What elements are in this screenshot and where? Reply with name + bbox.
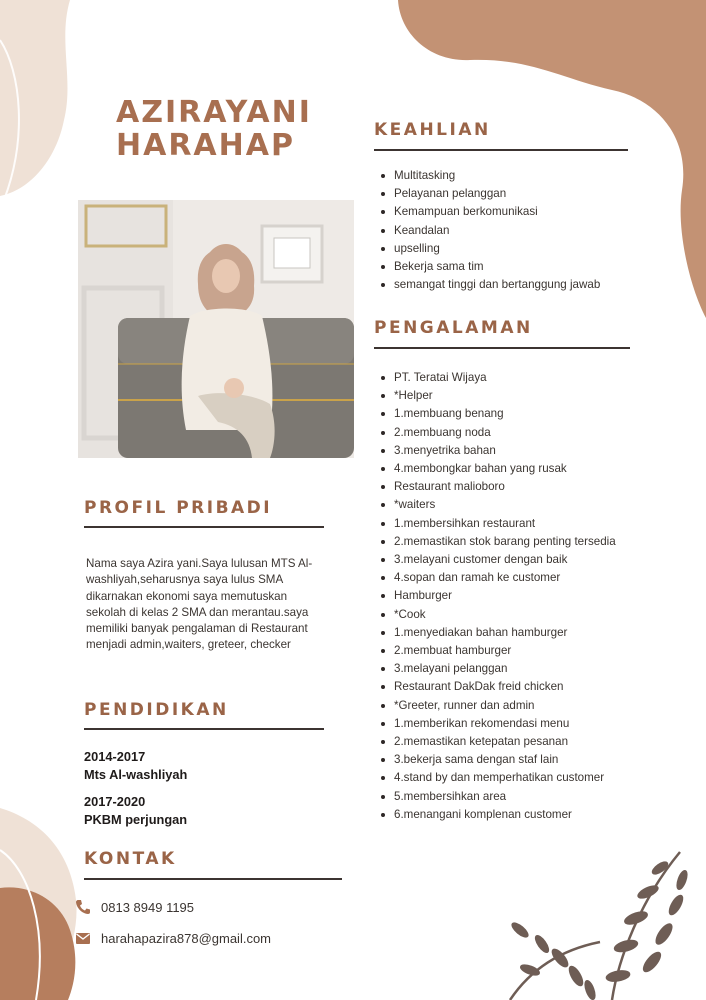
list-item: *Helper: [376, 387, 616, 405]
skills-heading: KEAHLIAN: [374, 120, 491, 140]
skills-list: [376, 167, 626, 294]
list-item: 3.melayani customer dengan baik: [376, 551, 616, 569]
list-item: 3.bekerja sama dengan staf lain: [376, 751, 616, 769]
top-left-blob: [0, 0, 70, 196]
list-item: 4.membongkar bahan yang rusak: [376, 460, 616, 478]
list-item: Kemampuan berkomunikasi: [376, 203, 626, 221]
phone-number: 0813 8949 1195: [101, 899, 195, 915]
experience-list: [376, 369, 616, 824]
list-item: 2.membuat hamburger: [376, 642, 616, 660]
list-item: 2.memastikan ketepatan pesanan: [376, 733, 616, 751]
contact-heading: KONTAK: [84, 849, 177, 869]
contact-phone: [74, 898, 194, 916]
list-item: Keandalan: [376, 222, 626, 240]
contact-divider: [84, 878, 342, 880]
list-item: 4.sopan dan ramah ke customer: [376, 569, 616, 587]
education-entry-2: [84, 793, 187, 829]
education-years: 2017-2020: [84, 794, 146, 809]
experience-heading: PENGALAMAN: [374, 318, 533, 338]
email-icon: [74, 929, 92, 947]
experience-divider: [374, 347, 630, 349]
name-line-1: AZIRAYANI: [116, 95, 312, 130]
education-divider: [84, 728, 324, 730]
list-item: upselling: [376, 240, 626, 258]
list-item: 1.membersihkan restaurant: [376, 515, 616, 533]
list-item: 1.memberikan rekomendasi menu: [376, 715, 616, 733]
list-item: 6.menangani komplenan customer: [376, 806, 616, 824]
list-item: Restaurant malioboro: [376, 478, 616, 496]
profile-text: Nama saya Azira yani.Saya lulusan MTS Al-washliyah,seharusnya saya lulus SMA dikarnakan ekonomi saya memutuskan sekolah di kelas 2 SMA dan merantau.saya memiliki banyak pengalaman di Restaurant menjadi admin,waiters, greteer, checker: [86, 557, 313, 652]
profile-heading: PROFIL PRIBADI: [84, 498, 273, 518]
profile-photo: [78, 200, 354, 458]
education-entry-1: [84, 748, 187, 784]
list-item: Bekerja sama tim: [376, 258, 626, 276]
profile-divider: [84, 526, 324, 528]
leaf-branch-icon: [510, 852, 689, 1000]
list-item: 1.menyediakan bahan hamburger: [376, 624, 616, 642]
contact-email: [74, 929, 271, 947]
list-item: 3.melayani pelanggan: [376, 660, 616, 678]
education-school: Mts Al-washliyah: [84, 767, 188, 782]
education-heading: PENDIDIKAN: [84, 700, 229, 720]
list-item: *waiters: [376, 496, 616, 514]
education-years: 2014-2017: [84, 749, 146, 764]
education-school: PKBM perjungan: [84, 812, 188, 827]
list-item: 2.memastikan stok barang penting tersedia: [376, 533, 616, 551]
skills-divider: [374, 149, 628, 151]
list-item: 4.stand by dan memperhatikan customer: [376, 769, 616, 787]
email-address: harahapazira878@gmail.com: [101, 930, 272, 946]
list-item: Hamburger: [376, 587, 616, 605]
list-item: 3.menyetrika bahan: [376, 442, 616, 460]
list-item: PT. Teratai Wijaya: [376, 369, 616, 387]
full-name: [116, 96, 312, 162]
list-item: *Greeter, runner dan admin: [376, 697, 616, 715]
list-item: Restaurant DakDak freid chicken: [376, 678, 616, 696]
list-item: 1.membuang benang: [376, 405, 616, 423]
list-item: Multitasking: [376, 167, 626, 185]
phone-icon: [74, 898, 92, 916]
list-item: Pelayanan pelanggan: [376, 185, 626, 203]
list-item: 2.membuang noda: [376, 424, 616, 442]
list-item: semangat tinggi dan bertanggung jawab: [376, 276, 626, 294]
list-item: 5.membersihkan area: [376, 788, 616, 806]
list-item: *Cook: [376, 606, 616, 624]
name-line-2: HARAHAP: [116, 128, 295, 163]
